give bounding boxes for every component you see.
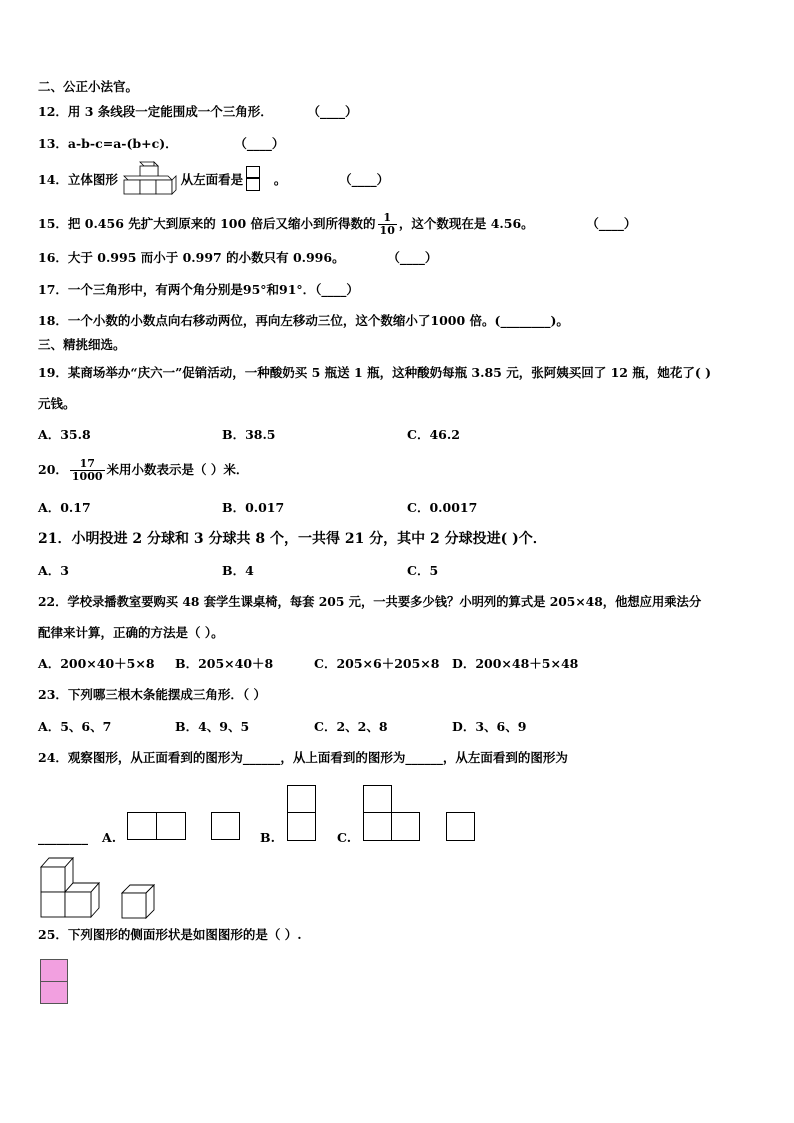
option-c[interactable]: C．46.2 [407,427,460,442]
question-text: 15．把 0.456 先扩大到原来的 100 倍后又缩小到所得数的 [38,216,376,231]
option-b[interactable]: B．4 [222,563,254,578]
question-18: 18．一个小数的小数点向右移动两位，再向左移动三位，这个数缩小了1000 倍。(________)。 [38,313,569,328]
view-c-square-1 [363,785,392,813]
question-25: 25．下列图形的侧面形状是如图图形的是（ ）. [38,927,302,942]
question-text: 16．大于 0.995 而小于 0.997 的小数只有 0.996。 [38,250,345,265]
question-21: 21．小明投进 2 分球和 3 分球共 8 个，一共得 21 分，其中 2 分球投进( )个． [38,531,547,547]
view-a-square-1 [127,812,157,840]
question-text-2: ，这个数现在是 4.56。 [398,216,534,231]
answer-blank[interactable]: （____） [586,216,637,231]
question-20 [38,458,248,483]
question-15 [38,212,636,237]
answer-blank[interactable]: （____） [339,172,390,187]
option-a[interactable]: A．200×40＋5×8 [38,656,155,671]
question-17: 17．一个三角形中，有两个角分别是95°和91°．（____） [38,282,359,297]
option-d[interactable]: D．3、6、9 [452,719,527,734]
answer-blank[interactable]: （____） [234,136,285,151]
view-b-square-1 [287,785,316,813]
option-a[interactable]: A．0.17 [38,500,91,515]
option-d[interactable]: D．200×48＋5×48 [452,656,579,671]
fraction: $\frac{17}{1000}$ [71,457,103,483]
side-shape-top [40,959,68,982]
question-text-3: 。 [273,172,287,187]
fraction: $\frac{1}{10}$ [379,211,395,237]
option-b[interactable]: B．0.017 [222,500,285,515]
left-view-icon [246,166,260,178]
option-a[interactable]: A．35.8 [38,427,91,442]
question-number: 20． [38,462,68,477]
question-16 [38,250,437,266]
option-c[interactable]: C．205×6＋205×8 [314,656,440,671]
question-22-line-1: 22．学校录播教室要购买 48 套学生课桌椅，每套 205 元，一共要多少钱？小明列的算式是 205×48，他想应用乘法分 [38,594,702,609]
section-2-title: 二、公正小法官。 [38,79,139,94]
option-c[interactable]: C．2、2、8 [314,719,388,734]
solid-figure-icon [122,160,178,196]
option-a-label[interactable]: A. [102,830,117,845]
view-c-square-2 [363,812,392,841]
option-c[interactable]: C．0.0017 [407,500,478,515]
option-a[interactable]: A．5、6、7 [38,719,112,734]
option-c[interactable]: C．5 [407,563,439,578]
option-b[interactable]: B．4、9、5 [175,719,250,734]
question-14 [38,172,389,188]
option-a[interactable]: A．3 [38,563,69,578]
question-text-2: 从左面看是 [180,172,244,187]
question-19-line-2: 元钱。 [38,396,76,411]
single-cube-icon [120,884,156,920]
question-24: 24．观察图形，从正面看到的图形为______，从上面看到的图形为______，从左面看到的图形为 [38,750,568,765]
question-22-line-2: 配律来计算，正确的方法是（ ）。 [38,625,224,640]
option-b[interactable]: B．205×40＋8 [175,656,274,671]
answer-blank[interactable]: ________ [38,830,88,845]
cube-stack-icon [39,856,101,918]
section-3-title: 三、精挑细选。 [38,337,126,352]
answer-blank[interactable]: （____） [307,104,358,119]
question-text: 12．用 3 条线段一定能围成一个三角形． [38,104,273,119]
question-text: 米用小数表示是（ ）米． [106,462,249,477]
option-b[interactable]: B．38.5 [222,427,276,442]
option-c-label[interactable]: C. [337,830,352,845]
view-c-square-3 [391,812,420,841]
view-square [446,812,475,841]
view-a-square-2 [156,812,186,840]
side-shape-bottom [40,981,68,1004]
view-b-square-2 [287,812,316,841]
question-19-line-1: 19．某商场举办“庆六一”促销活动，一种酸奶买 5 瓶送 1 瓶，这种酸奶每瓶 3.85 元，张阿姨买回了 12 瓶，她花了( ) [38,365,712,380]
question-12 [38,104,358,120]
question-13 [38,136,284,152]
option-b-label[interactable]: B. [260,830,275,845]
question-text: 13．a-b-c=a-(b+c)． [38,136,178,151]
view-square [211,812,240,840]
left-view-icon-bottom [246,178,260,191]
question-23: 23．下列哪三根木条能摆成三角形．（ ） [38,687,266,702]
answer-blank[interactable]: （____） [387,250,438,265]
question-text: 14．立体图形 [38,172,118,187]
